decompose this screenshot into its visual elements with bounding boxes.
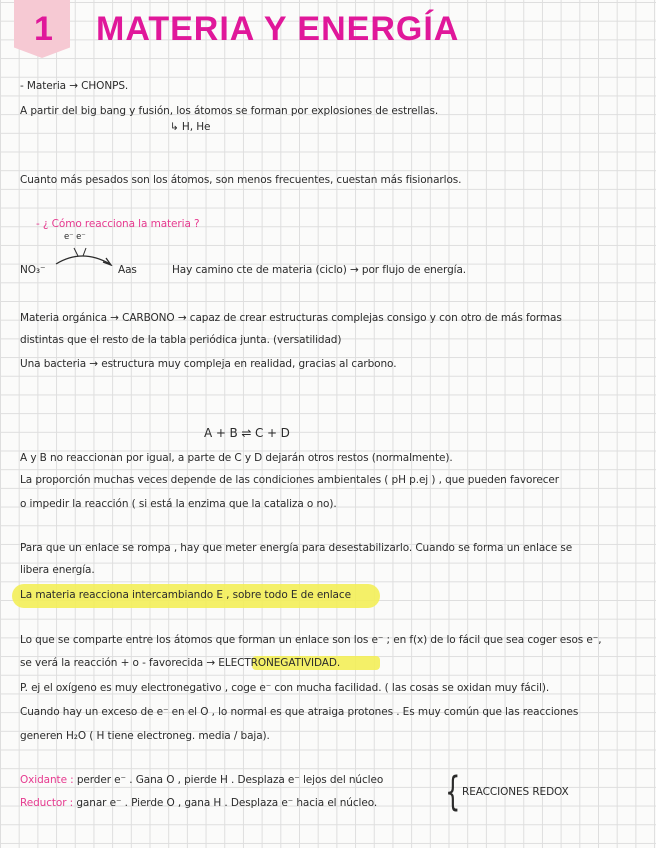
brace-icon: { — [445, 769, 461, 815]
note-line: Materia orgánica → CARBONO → capaz de crear estructuras complejas consigo y con otro de más formas — [20, 312, 562, 324]
note-line: Cuanto más pesados son los átomos, son menos frecuentes, cuestan más fisionarlos. — [20, 174, 462, 186]
note-line: - Materia → CHONPS. — [20, 80, 129, 92]
note-line: La proporción muchas veces depende de las condiciones ambientales ( pH p.ej ) , que pueden favorecer — [20, 474, 559, 486]
note-line: generen H₂O ( H tiene electroneg. media / baja). — [20, 730, 270, 742]
note-line: distintas que el resto de la tabla periódica junta. (versatilidad) — [20, 334, 342, 346]
definition-text: ganar e⁻ . Pierde O , gana H . Desplaza e⁻ hacia el núcleo. — [73, 797, 378, 809]
note-line: P. ej el oxígeno es muy electronegativo , coge e⁻ con mucha facilidad. ( las cosas se oxidan muy fácil). — [20, 682, 550, 694]
note-line — [20, 657, 340, 669]
note-line: Para que un enlace se rompa , hay que meter energía para desestabilizarlo. Cuando se forma un enlace se — [20, 542, 573, 554]
note-line: NO₃⁻ — [20, 264, 46, 276]
note-text: se verá la reacción + o - favorecida → — [20, 657, 219, 669]
reaction-equation: A + B ⇌ C + D — [204, 426, 290, 440]
section-heading: - ¿ Cómo reacciona la materia ? — [36, 218, 200, 230]
note-line: ↳ H, He — [170, 121, 211, 133]
key-term: ELECTRONEGATIVIDAD. — [218, 657, 341, 669]
note-line: Aas — [118, 264, 137, 276]
note-line: Una bacteria → estructura muy compleja en realidad, gracias al carbono. — [20, 358, 397, 370]
definition-line — [20, 797, 377, 809]
definition-line — [20, 774, 383, 786]
note-line: libera energía. — [20, 564, 95, 576]
chapter-number: 1 — [34, 10, 54, 48]
note-line: Cuando hay un exceso de e⁻ en el O , lo normal es que atraiga protones . Es muy común que las reacciones — [20, 706, 579, 718]
term-reductor: Reductor : — [20, 797, 74, 809]
note-line: Hay camino cte de materia (ciclo) → por flujo de energía. — [172, 264, 467, 276]
page-title — [34, 10, 459, 49]
electron-labels: e⁻ e⁻ — [64, 232, 86, 242]
note-line: A y B no reaccionan por igual, a parte de C y D dejarán otros restos (normalmente). — [20, 452, 453, 464]
reaction-arrow-icon — [48, 236, 118, 266]
term-oxidante: Oxidante : — [20, 774, 74, 786]
note-line: Lo que se comparte entre los átomos que forman un enlace son los e⁻ ; en f(x) de lo fácil que sea coger esos e⁻, — [20, 634, 602, 646]
note-line: o impedir la reacción ( si está la enzima que la cataliza o no). — [20, 498, 337, 510]
highlighted-note: La materia reacciona intercambiando E , sobre todo E de enlace — [20, 589, 351, 601]
redox-label: REACCIONES REDOX — [462, 786, 569, 798]
note-line: A partir del big bang y fusión, los átomos se forman por explosiones de estrellas. — [20, 105, 439, 117]
definition-text: perder e⁻ . Gana O , pierde H . Desplaza e⁻ lejos del núcleo — [73, 774, 384, 786]
chapter-title: MATERIA Y ENERGÍA — [96, 10, 460, 48]
